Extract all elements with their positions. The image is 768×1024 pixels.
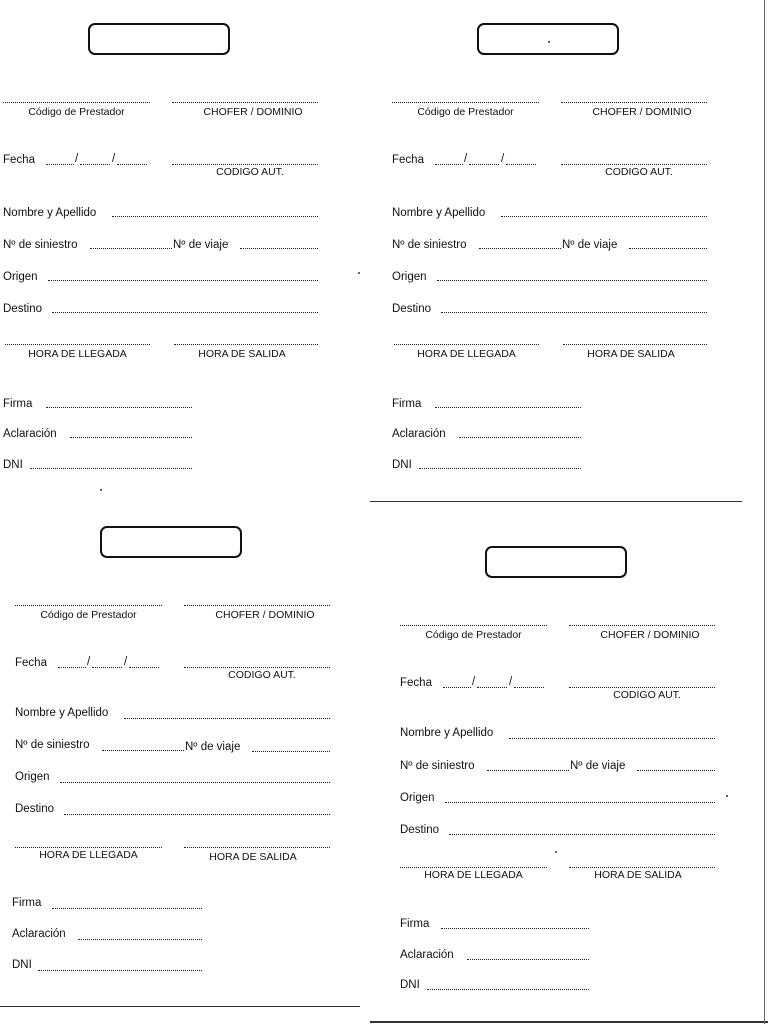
nro-viaje-line[interactable] [240, 248, 318, 249]
fecha-label: Fecha [3, 154, 35, 166]
chofer-dominio-line[interactable] [569, 625, 715, 626]
nro-siniestro-line[interactable] [487, 770, 569, 771]
form-card [12, 521, 342, 991]
fecha-month-line[interactable] [92, 667, 122, 668]
origen-line[interactable] [60, 782, 330, 783]
form-number-box[interactable] [88, 23, 230, 55]
nro-viaje-line[interactable] [252, 751, 330, 752]
origen-label: Origen [15, 771, 50, 783]
dni-line[interactable] [427, 989, 589, 990]
origen-line[interactable] [437, 280, 707, 281]
nombre-apellido-label: Nombre y Apellido [15, 707, 109, 719]
hora-llegada-line[interactable] [15, 847, 162, 848]
origen-label: Origen [392, 271, 427, 283]
dni-label: DNI [3, 459, 23, 471]
destino-line[interactable] [449, 834, 715, 835]
firma-line[interactable] [435, 407, 581, 408]
chofer-dominio-line[interactable] [172, 102, 318, 103]
chofer-dominio-line[interactable] [184, 605, 330, 606]
hora-llegada-label: HORA DE LLEGADA [28, 348, 127, 360]
codigo-prestador-line[interactable] [15, 605, 162, 606]
fecha-month-line[interactable] [80, 164, 110, 165]
nombre-apellido-line[interactable] [509, 738, 715, 739]
codigo-prestador-line[interactable] [392, 102, 539, 103]
hora-llegada-line[interactable] [400, 867, 547, 868]
nombre-apellido-label: Nombre y Apellido [3, 207, 97, 219]
codigo-prestador-line[interactable] [3, 102, 150, 103]
fecha-year-line[interactable] [506, 164, 536, 165]
firma-line[interactable] [52, 908, 202, 909]
codigo-prestador-label: Código de Prestador [425, 629, 522, 641]
firma-line[interactable] [441, 928, 589, 929]
origen-label: Origen [400, 792, 435, 804]
origen-line[interactable] [48, 280, 318, 281]
destino-line[interactable] [441, 312, 707, 313]
aclaracion-label: Aclaración [400, 949, 454, 961]
chofer-dominio-label: CHOFER / DOMINIO [215, 609, 315, 621]
fecha-slash-1: / [472, 676, 476, 688]
codigo-aut-line[interactable] [569, 687, 715, 688]
hora-salida-label: HORA DE SALIDA [209, 851, 297, 863]
hora-llegada-label: HORA DE LLEGADA [417, 348, 516, 360]
nro-siniestro-label: Nº de siniestro [400, 760, 475, 772]
form-card [389, 18, 719, 488]
hora-salida-label: HORA DE SALIDA [587, 348, 675, 360]
destino-label: Destino [3, 303, 42, 315]
codigo-aut-label: CODIGO AUT. [613, 689, 681, 701]
nro-siniestro-line[interactable] [479, 248, 561, 249]
fecha-year-line[interactable] [129, 667, 159, 668]
form-number-box[interactable] [100, 526, 242, 558]
fecha-year-line[interactable] [117, 164, 147, 165]
destino-line[interactable] [52, 312, 318, 313]
aclaracion-line[interactable] [467, 959, 589, 960]
form-number-box[interactable] [485, 546, 627, 578]
hora-salida-line[interactable] [174, 344, 318, 345]
nombre-apellido-label: Nombre y Apellido [400, 727, 494, 739]
dni-label: DNI [400, 979, 420, 991]
fecha-slash-2: / [509, 676, 513, 688]
cut-line-right [370, 501, 742, 502]
scan-right-edge [764, 0, 765, 1024]
scan-speck [726, 795, 728, 797]
aclaracion-line[interactable] [70, 437, 192, 438]
scan-speck [555, 851, 557, 853]
nro-siniestro-label: Nº de siniestro [15, 739, 90, 751]
nro-siniestro-label: Nº de siniestro [3, 239, 78, 251]
firma-label: Firma [3, 398, 33, 410]
fecha-month-line[interactable] [477, 687, 507, 688]
hora-llegada-line[interactable] [394, 344, 539, 345]
nro-viaje-line[interactable] [629, 248, 707, 249]
nro-siniestro-line[interactable] [102, 750, 184, 751]
dni-line[interactable] [30, 468, 192, 469]
codigo-aut-line[interactable] [561, 164, 707, 165]
form-card [0, 18, 330, 488]
fecha-slash-1: / [75, 153, 79, 165]
origen-line[interactable] [445, 802, 715, 803]
fecha-year-line[interactable] [514, 687, 544, 688]
dni-line[interactable] [38, 970, 202, 971]
hora-llegada-line[interactable] [5, 344, 150, 345]
nombre-apellido-line[interactable] [112, 216, 318, 217]
codigo-aut-line[interactable] [172, 164, 318, 165]
fecha-day-line[interactable] [46, 164, 74, 165]
destino-label: Destino [400, 824, 439, 836]
cut-line-bottom-left [0, 1006, 360, 1007]
fecha-day-line[interactable] [58, 667, 86, 668]
dni-label: DNI [392, 459, 412, 471]
codigo-aut-line[interactable] [184, 667, 330, 668]
form-number-box[interactable] [477, 23, 619, 55]
destino-line[interactable] [64, 814, 330, 815]
firma-label: Firma [392, 398, 422, 410]
aclaracion-label: Aclaración [12, 928, 66, 940]
nro-viaje-label: Nº de viaje [562, 239, 618, 251]
fecha-day-line[interactable] [435, 164, 463, 165]
fecha-label: Fecha [400, 677, 432, 689]
hora-salida-label: HORA DE SALIDA [198, 348, 286, 360]
nombre-apellido-line[interactable] [501, 216, 707, 217]
codigo-aut-label: CODIGO AUT. [216, 166, 284, 178]
nombre-apellido-line[interactable] [124, 718, 330, 719]
destino-label: Destino [15, 803, 54, 815]
chofer-dominio-label: CHOFER / DOMINIO [592, 106, 692, 118]
codigo-prestador-label: Código de Prestador [417, 106, 514, 118]
nro-viaje-label: Nº de viaje [173, 239, 229, 251]
chofer-dominio-label: CHOFER / DOMINIO [600, 629, 700, 641]
firma-label: Firma [400, 918, 430, 930]
firma-label: Firma [12, 897, 42, 909]
dni-label: DNI [12, 959, 32, 971]
fecha-label: Fecha [392, 154, 424, 166]
aclaracion-line[interactable] [459, 437, 581, 438]
scan-speck [548, 41, 550, 43]
nombre-apellido-label: Nombre y Apellido [392, 207, 486, 219]
fecha-slash-1: / [464, 153, 468, 165]
hora-salida-line[interactable] [569, 867, 715, 868]
codigo-prestador-label: Código de Prestador [28, 106, 125, 118]
fecha-slash-2: / [124, 656, 128, 668]
nro-siniestro-line[interactable] [90, 248, 172, 249]
scan-speck [100, 489, 102, 491]
codigo-aut-label: CODIGO AUT. [228, 669, 296, 681]
fecha-month-line[interactable] [469, 164, 499, 165]
dni-line[interactable] [419, 468, 581, 469]
nro-viaje-line[interactable] [637, 770, 715, 771]
destino-label: Destino [392, 303, 431, 315]
hora-salida-line[interactable] [184, 847, 330, 848]
form-card [397, 541, 727, 1011]
nro-viaje-label: Nº de viaje [570, 760, 626, 772]
aclaracion-label: Aclaración [3, 428, 57, 440]
firma-line[interactable] [46, 407, 192, 408]
scan-speck [358, 272, 360, 274]
nro-viaje-label: Nº de viaje [185, 741, 241, 753]
fecha-slash-2: / [112, 153, 116, 165]
hora-llegada-label: HORA DE LLEGADA [39, 849, 138, 861]
hora-salida-line[interactable] [563, 344, 707, 345]
codigo-prestador-line[interactable] [400, 625, 547, 626]
fecha-day-line[interactable] [443, 687, 471, 688]
fecha-label: Fecha [15, 657, 47, 669]
hora-salida-label: HORA DE SALIDA [594, 869, 682, 881]
aclaracion-label: Aclaración [392, 428, 446, 440]
cut-line-bottom-right [370, 1021, 768, 1023]
codigo-aut-label: CODIGO AUT. [605, 166, 673, 178]
fecha-slash-2: / [501, 153, 505, 165]
nro-siniestro-label: Nº de siniestro [392, 239, 467, 251]
origen-label: Origen [3, 271, 38, 283]
chofer-dominio-label: CHOFER / DOMINIO [203, 106, 303, 118]
chofer-dominio-line[interactable] [561, 102, 707, 103]
aclaracion-line[interactable] [78, 939, 202, 940]
hora-llegada-label: HORA DE LLEGADA [424, 869, 523, 881]
fecha-slash-1: / [87, 656, 91, 668]
codigo-prestador-label: Código de Prestador [40, 609, 137, 621]
